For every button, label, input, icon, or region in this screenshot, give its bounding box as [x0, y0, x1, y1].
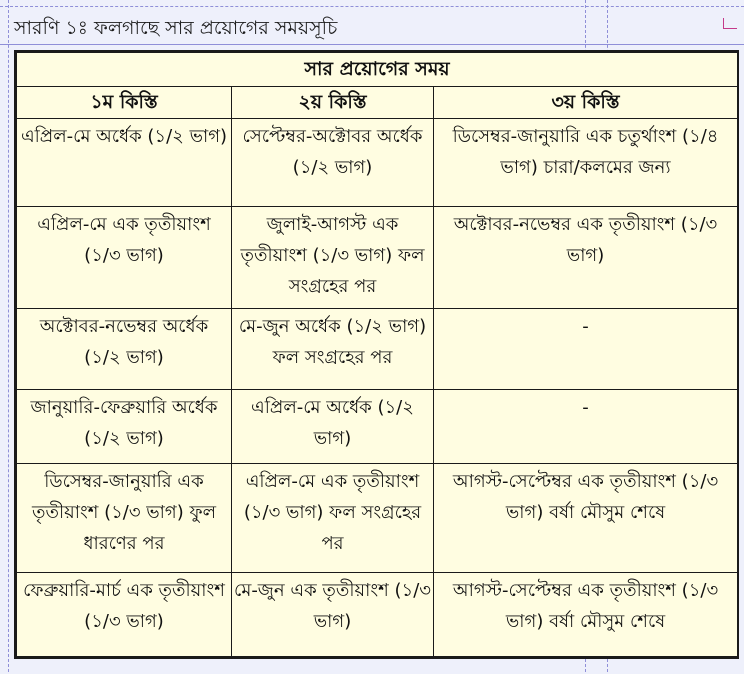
- table-cell: জানুয়ারি-ফেব্রুয়ারি অর্ধেক (১/২ ভাগ): [17, 390, 232, 464]
- table-cell: ডিসেম্বর-জানুয়ারি এক তৃতীয়াংশ (১/৩ ভাগ) ফুল ধারণের পর: [17, 464, 232, 573]
- table-cell: এপ্রিল-মে অর্ধেক (১/২ ভাগ): [17, 119, 232, 207]
- table-row: [17, 464, 738, 573]
- guide-line-left: [8, 0, 9, 672]
- column-header-third-installment: ৩য় কিস্তি: [434, 87, 738, 119]
- table-cell: মে-জুন এক তৃতীয়াংশ (১/৩ ভাগ): [232, 573, 434, 657]
- table-cell: -: [434, 390, 738, 464]
- cut-off-text-fragment: [300, 662, 500, 674]
- table-cell: ডিসেম্বর-জানুয়ারি এক চতুর্থাংশ (১/৪ ভাগ) চারা/কলমের জন্য: [434, 119, 738, 207]
- table-cell: আগস্ট-সেপ্টেম্বর এক তৃতীয়াংশ (১/৩ ভাগ) বর্ষা মৌসুম শেষে: [434, 464, 738, 573]
- table-cell: মে-জুন অর্ধেক (১/২ ভাগ) ফল সংগ্রহের পর: [232, 309, 434, 390]
- table-row: [17, 207, 738, 309]
- fertilizer-schedule-table: [16, 52, 738, 657]
- table-cell: এপ্রিল-মে অর্ধেক (১/২ ভাগ): [232, 390, 434, 464]
- schedule-table-frame: [14, 50, 739, 659]
- column-header-second-installment: ২য় কিস্তি: [232, 87, 434, 119]
- table-cell: সেপ্টেম্বর-অক্টোবর অর্ধেক (১/২ ভাগ): [232, 119, 434, 207]
- table-row: [17, 309, 738, 390]
- table-row: [17, 390, 738, 464]
- table-caption: সারণি ১ঃ ফলগাছে সার প্রয়োগের সময়সূচি: [14, 17, 338, 39]
- table-cell: ফেব্রুয়ারি-মার্চ এক তৃতীয়াংশ (১/৩ ভাগ): [17, 573, 232, 657]
- margin-mark-icon: [723, 18, 737, 29]
- table-row: [17, 119, 738, 207]
- table-cell: জুলাই-আগস্ট এক তৃতীয়াংশ (১/৩ ভাগ) ফল সংগ্রহের পর: [232, 207, 434, 309]
- table-cell: অক্টোবর-নভেম্বর অর্ধেক (১/২ ভাগ): [17, 309, 232, 390]
- table-cell: এপ্রিল-মে এক তৃতীয়াংশ (১/৩ ভাগ) ফল সংগ্রহের পর: [232, 464, 434, 573]
- table-cell: -: [434, 309, 738, 390]
- table-cell: এপ্রিল-মে এক তৃতীয়াংশ (১/৩ ভাগ): [17, 207, 232, 309]
- caption-rule: [0, 44, 744, 45]
- table-main-header: সার প্রয়োগের সময়: [17, 53, 738, 87]
- table-row: [17, 573, 738, 657]
- table-cell: আগস্ট-সেপ্টেম্বর এক তৃতীয়াংশ (১/৩ ভাগ) বর্ষা মৌসুম শেষে: [434, 573, 738, 657]
- column-header-first-installment: ১ম কিস্তি: [17, 87, 232, 119]
- table-cell: অক্টোবর-নভেম্বর এক তৃতীয়াংশ (১/৩ ভাগ): [434, 207, 738, 309]
- guide-line-top: [0, 6, 744, 7]
